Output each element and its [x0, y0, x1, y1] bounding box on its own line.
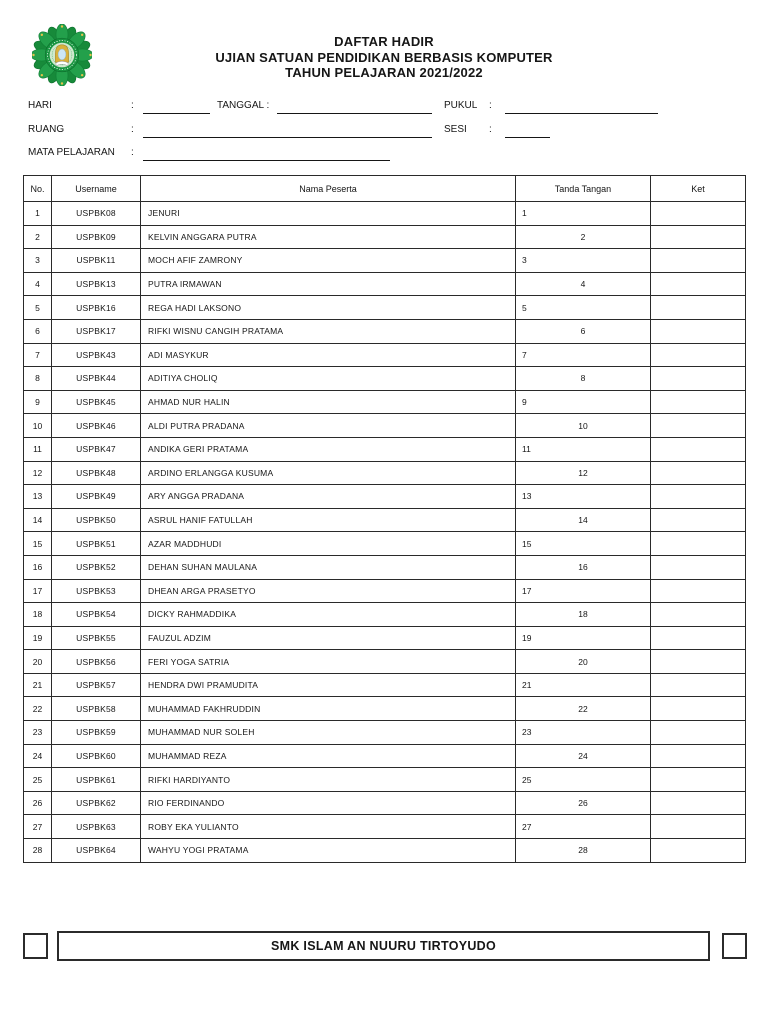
cell-ket	[651, 485, 746, 509]
table-row	[24, 225, 746, 249]
cell-tanda-tangan: 4	[516, 272, 651, 296]
cell-ket	[651, 815, 746, 839]
cell-no: 8	[24, 367, 52, 391]
cell-username: USPBK48	[52, 461, 141, 485]
cell-no: 4	[24, 272, 52, 296]
cell-ket	[651, 461, 746, 485]
cell-nama-peserta: RIFKI HARDIYANTO	[141, 768, 516, 792]
table-row	[24, 673, 746, 697]
cell-tanda-tangan: 18	[516, 603, 651, 627]
table-row	[24, 815, 746, 839]
cell-no: 25	[24, 768, 52, 792]
cell-tanda-tangan: 2	[516, 225, 651, 249]
cell-username: USPBK54	[52, 603, 141, 627]
cell-nama-peserta: JENURI	[141, 202, 516, 226]
cell-ket	[651, 839, 746, 863]
pukul-colon: :	[489, 100, 492, 111]
cell-tanda-tangan: 3	[516, 249, 651, 273]
cell-username: USPBK51	[52, 532, 141, 556]
cell-no: 21	[24, 673, 52, 697]
pukul-label: PUKUL	[444, 100, 478, 111]
title-line-3: TAHUN PELAJARAN 2021/2022	[285, 65, 483, 80]
cell-username: USPBK43	[52, 343, 141, 367]
attendance-table	[23, 175, 746, 863]
cell-no: 11	[24, 437, 52, 461]
cell-tanda-tangan: 16	[516, 555, 651, 579]
cell-no: 9	[24, 390, 52, 414]
cell-username: USPBK46	[52, 414, 141, 438]
cell-nama-peserta: AZAR MADDHUDI	[141, 532, 516, 556]
cell-nama-peserta: DEHAN SUHAN MAULANA	[141, 555, 516, 579]
table-row	[24, 768, 746, 792]
cell-nama-peserta: DHEAN ARGA PRASETYO	[141, 579, 516, 603]
table-row	[24, 202, 746, 226]
mata-pelajaran-blank-line	[143, 160, 390, 161]
cell-nama-peserta: DICKY RAHMADDIKA	[141, 603, 516, 627]
cell-username: USPBK09	[52, 225, 141, 249]
cell-no: 14	[24, 508, 52, 532]
cell-tanda-tangan: 8	[516, 367, 651, 391]
cell-nama-peserta: MUHAMMAD FAKHRUDDIN	[141, 697, 516, 721]
table-row	[24, 839, 746, 863]
footer-right-box	[722, 933, 747, 959]
cell-nama-peserta: MUHAMMAD NUR SOLEH	[141, 721, 516, 745]
school-name: SMK ISLAM AN NUURU TIRTOYUDO	[270, 939, 497, 953]
cell-ket	[651, 697, 746, 721]
cell-username: USPBK49	[52, 485, 141, 509]
cell-username: USPBK13	[52, 272, 141, 296]
cell-tanda-tangan: 6	[516, 319, 651, 343]
cell-tanda-tangan: 13	[516, 485, 651, 509]
ruang-blank-line	[143, 137, 432, 138]
cell-username: USPBK53	[52, 579, 141, 603]
cell-no: 26	[24, 791, 52, 815]
sesi-label: SESI	[444, 124, 467, 135]
cell-tanda-tangan: 20	[516, 650, 651, 674]
cell-username: USPBK44	[52, 367, 141, 391]
cell-ket	[651, 508, 746, 532]
cell-username: USPBK59	[52, 721, 141, 745]
cell-tanda-tangan: 27	[516, 815, 651, 839]
cell-no: 24	[24, 744, 52, 768]
cell-tanda-tangan: 24	[516, 744, 651, 768]
mata-pelajaran-colon: :	[131, 147, 134, 158]
cell-nama-peserta: MUHAMMAD REZA	[141, 744, 516, 768]
cell-tanda-tangan: 19	[516, 626, 651, 650]
cell-ket	[651, 579, 746, 603]
cell-username: USPBK45	[52, 390, 141, 414]
cell-username: USPBK58	[52, 697, 141, 721]
cell-ket	[651, 791, 746, 815]
cell-tanda-tangan: 22	[516, 697, 651, 721]
cell-nama-peserta: WAHYU YOGI PRATAMA	[141, 839, 516, 863]
table-row	[24, 721, 746, 745]
footer-left-box	[23, 933, 48, 959]
table-row	[24, 485, 746, 509]
cell-tanda-tangan: 10	[516, 414, 651, 438]
cell-tanda-tangan: 12	[516, 461, 651, 485]
hari-colon: :	[131, 100, 134, 111]
cell-no: 15	[24, 532, 52, 556]
table-row	[24, 555, 746, 579]
footer-school-box	[57, 931, 710, 961]
title-line-1: DAFTAR HADIR	[334, 34, 434, 49]
cell-tanda-tangan: 25	[516, 768, 651, 792]
cell-no: 3	[24, 249, 52, 273]
hari-blank-line	[143, 113, 210, 114]
table-row	[24, 626, 746, 650]
cell-ket	[651, 744, 746, 768]
cell-ket	[651, 603, 746, 627]
cell-ket	[651, 414, 746, 438]
cell-no: 23	[24, 721, 52, 745]
cell-no: 19	[24, 626, 52, 650]
table-row	[24, 296, 746, 320]
header-nama-peserta: Nama Peserta	[141, 176, 516, 202]
cell-ket	[651, 626, 746, 650]
cell-no: 12	[24, 461, 52, 485]
cell-no: 17	[24, 579, 52, 603]
cell-nama-peserta: RIO FERDINANDO	[141, 791, 516, 815]
cell-ket	[651, 437, 746, 461]
cell-ket	[651, 202, 746, 226]
cell-tanda-tangan: 9	[516, 390, 651, 414]
cell-no: 5	[24, 296, 52, 320]
table-row	[24, 461, 746, 485]
cell-nama-peserta: ADI MASYKUR	[141, 343, 516, 367]
tanggal-label: TANGGAL :	[217, 100, 270, 111]
cell-nama-peserta: ARY ANGGA PRADANA	[141, 485, 516, 509]
cell-nama-peserta: ALDI PUTRA PRADANA	[141, 414, 516, 438]
cell-username: USPBK47	[52, 437, 141, 461]
tanggal-blank-line	[277, 113, 432, 114]
table-row	[24, 319, 746, 343]
cell-tanda-tangan: 7	[516, 343, 651, 367]
cell-nama-peserta: AHMAD NUR HALIN	[141, 390, 516, 414]
table-header-row	[24, 176, 746, 202]
table-row	[24, 249, 746, 273]
cell-no: 2	[24, 225, 52, 249]
cell-nama-peserta: ANDIKA GERI PRATAMA	[141, 437, 516, 461]
cell-ket	[651, 249, 746, 273]
cell-username: USPBK60	[52, 744, 141, 768]
cell-username: USPBK63	[52, 815, 141, 839]
cell-no: 16	[24, 555, 52, 579]
cell-ket	[651, 367, 746, 391]
cell-tanda-tangan: 15	[516, 532, 651, 556]
table-row	[24, 650, 746, 674]
cell-no: 18	[24, 603, 52, 627]
cell-ket	[651, 650, 746, 674]
cell-tanda-tangan: 28	[516, 839, 651, 863]
cell-nama-peserta: MOCH AFIF ZAMRONY	[141, 249, 516, 273]
header-ket: Ket	[651, 176, 746, 202]
cell-no: 1	[24, 202, 52, 226]
cell-nama-peserta: ADITIYA CHOLIQ	[141, 367, 516, 391]
cell-username: USPBK52	[52, 555, 141, 579]
table-row	[24, 579, 746, 603]
cell-username: USPBK55	[52, 626, 141, 650]
cell-tanda-tangan: 23	[516, 721, 651, 745]
sesi-colon: :	[489, 124, 492, 135]
table-row	[24, 791, 746, 815]
cell-no: 27	[24, 815, 52, 839]
table-row	[24, 744, 746, 768]
cell-no: 28	[24, 839, 52, 863]
header-no: No.	[24, 176, 52, 202]
cell-ket	[651, 390, 746, 414]
cell-ket	[651, 319, 746, 343]
cell-username: USPBK61	[52, 768, 141, 792]
header-username: Username	[52, 176, 141, 202]
table-row	[24, 414, 746, 438]
cell-nama-peserta: PUTRA IRMAWAN	[141, 272, 516, 296]
ruang-label: RUANG	[28, 124, 65, 135]
cell-ket	[651, 555, 746, 579]
cell-ket	[651, 225, 746, 249]
cell-nama-peserta: ARDINO ERLANGGA KUSUMA	[141, 461, 516, 485]
hari-label: HARI	[28, 100, 52, 111]
mata-pelajaran-label: MATA PELAJARAN	[28, 147, 115, 158]
cell-ket	[651, 768, 746, 792]
cell-ket	[651, 532, 746, 556]
cell-no: 6	[24, 319, 52, 343]
pukul-blank-line	[505, 113, 658, 114]
header-tanda-tangan: Tanda Tangan	[516, 176, 651, 202]
cell-tanda-tangan: 17	[516, 579, 651, 603]
cell-username: USPBK08	[52, 202, 141, 226]
cell-username: USPBK50	[52, 508, 141, 532]
cell-nama-peserta: KELVIN ANGGARA PUTRA	[141, 225, 516, 249]
table-row	[24, 367, 746, 391]
cell-ket	[651, 343, 746, 367]
sesi-blank-line	[505, 137, 550, 138]
cell-username: USPBK17	[52, 319, 141, 343]
cell-no: 13	[24, 485, 52, 509]
cell-username: USPBK64	[52, 839, 141, 863]
cell-nama-peserta: HENDRA DWI PRAMUDITA	[141, 673, 516, 697]
cell-nama-peserta: ROBY EKA YULIANTO	[141, 815, 516, 839]
cell-tanda-tangan: 21	[516, 673, 651, 697]
cell-ket	[651, 673, 746, 697]
table-row	[24, 508, 746, 532]
cell-ket	[651, 272, 746, 296]
title-line-2: UJIAN SATUAN PENDIDIKAN BERBASIS KOMPUTER	[215, 49, 553, 65]
cell-ket	[651, 296, 746, 320]
cell-username: USPBK57	[52, 673, 141, 697]
cell-username: USPBK11	[52, 249, 141, 273]
table-row	[24, 697, 746, 721]
table-row	[24, 437, 746, 461]
cell-ket	[651, 721, 746, 745]
cell-no: 10	[24, 414, 52, 438]
table-row	[24, 390, 746, 414]
cell-tanda-tangan: 1	[516, 202, 651, 226]
cell-no: 20	[24, 650, 52, 674]
cell-tanda-tangan: 5	[516, 296, 651, 320]
cell-tanda-tangan: 14	[516, 508, 651, 532]
ruang-colon: :	[131, 124, 134, 135]
cell-tanda-tangan: 11	[516, 437, 651, 461]
cell-username: USPBK16	[52, 296, 141, 320]
cell-no: 7	[24, 343, 52, 367]
cell-nama-peserta: FAUZUL ADZIM	[141, 626, 516, 650]
table-row	[24, 532, 746, 556]
cell-nama-peserta: FERI YOGA SATRIA	[141, 650, 516, 674]
table-row	[24, 343, 746, 367]
cell-username: USPBK56	[52, 650, 141, 674]
cell-nama-peserta: ASRUL HANIF FATULLAH	[141, 508, 516, 532]
cell-no: 22	[24, 697, 52, 721]
cell-username: USPBK62	[52, 791, 141, 815]
table-row	[24, 272, 746, 296]
cell-tanda-tangan: 26	[516, 791, 651, 815]
document-title	[0, 34, 768, 81]
cell-nama-peserta: REGA HADI LAKSONO	[141, 296, 516, 320]
cell-nama-peserta: RIFKI WISNU CANGIH PRATAMA	[141, 319, 516, 343]
table-row	[24, 603, 746, 627]
attendance-table-body	[24, 202, 746, 863]
